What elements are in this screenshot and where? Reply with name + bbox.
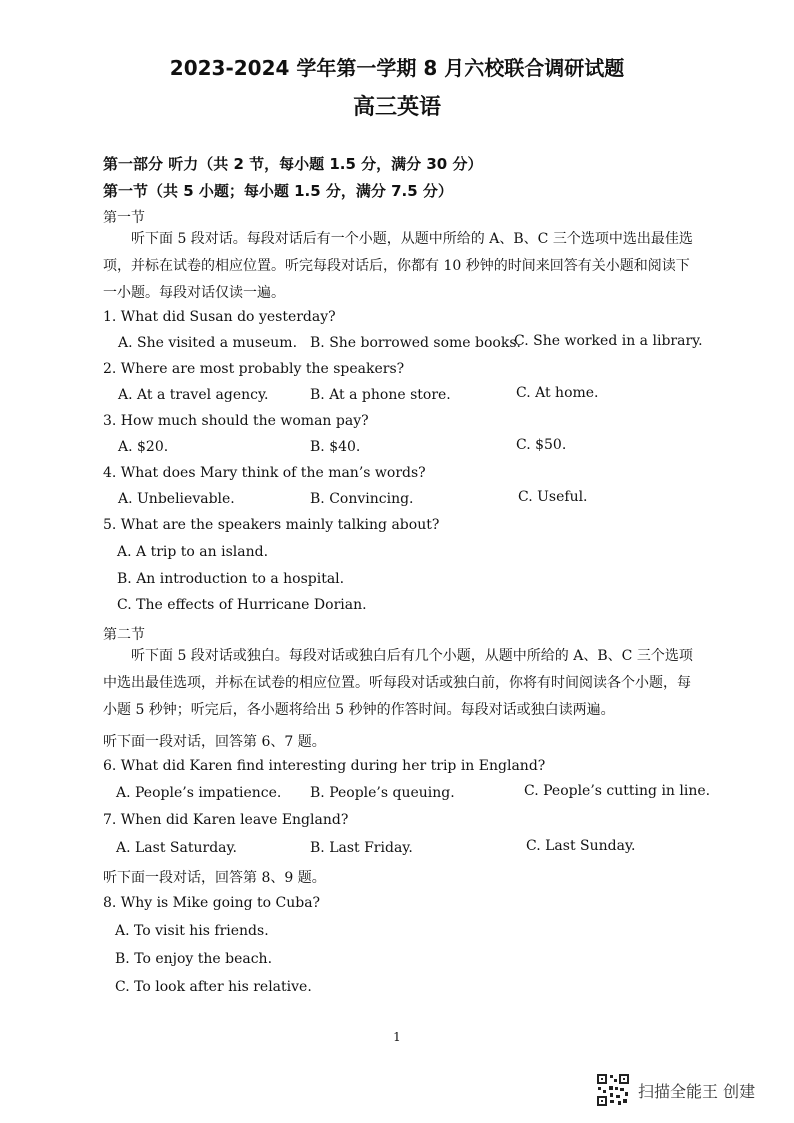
option-4a: A. Unbelievable.	[118, 491, 235, 507]
option-1c: C. She worked in a library.	[514, 333, 703, 349]
option-5a: A. A trip to an island.	[117, 544, 269, 560]
option-2c: C. At home.	[516, 385, 599, 401]
option-1a: A. She visited a museum.	[118, 335, 298, 351]
question-2: 2. Where are most probably the speakers?	[103, 361, 405, 377]
question-3: 3. How much should the woman pay?	[103, 413, 369, 429]
question-4: 4. What does Mary think of the man’s words?	[103, 465, 426, 481]
option-3b: B. $40.	[310, 439, 361, 455]
option-1b: B. She borrowed some books.	[310, 335, 521, 351]
option-7c: C. Last Sunday.	[526, 838, 636, 854]
option-8a: A. To visit his friends.	[115, 923, 269, 939]
option-8c: C. To look after his relative.	[115, 979, 312, 995]
question-5: 5. What are the speakers mainly talking about?	[103, 517, 440, 533]
option-7a: A. Last Saturday.	[116, 840, 237, 856]
page-number: 1	[393, 1030, 401, 1044]
part-heading: 第一部分 听力（共 2 节，每小题 1.5 分，满分 30 分）	[103, 155, 483, 173]
section-heading: 第一节（共 5 小题；每小题 1.5 分，满分 7.5 分）	[103, 182, 453, 200]
option-5b: B. An introduction to a hospital.	[117, 571, 345, 587]
exam-subtitle: 高三英语	[352, 95, 441, 120]
section-label-2: 第二节	[103, 627, 145, 643]
option-2a: A. At a travel agency.	[118, 387, 269, 403]
scanner-text: 扫描全能王 创建	[638, 1081, 756, 1101]
option-6c: C. People’s cutting in line.	[524, 783, 711, 799]
option-4c: C. Useful.	[518, 489, 588, 505]
qr-code-icon	[596, 1073, 630, 1107]
option-3a: A. $20.	[118, 439, 169, 455]
option-7b: B. Last Friday.	[310, 840, 413, 856]
option-6b: B. People’s queuing.	[310, 785, 455, 801]
dialogue-instruction-6-7: 听下面一段对话，回答第 6、7 题。	[103, 734, 326, 750]
option-8b: B. To enjoy the beach.	[115, 951, 273, 967]
option-2b: B. At a phone store.	[310, 387, 451, 403]
option-5c: C. The effects of Hurricane Dorian.	[117, 597, 367, 613]
section-instructions-2: 听下面 5 段对话或独白。每段对话或独白后有几个小题，从题中所给的 A、B、C 三个选项中选出最佳选项，并标在试卷的相应位置。听每段对话或独白前，你将有时间阅读各个小题，每小题 5 秒钟；听完后，各小题将给出 5 秒钟的作答时间。每段对话或独白读两遍。	[103, 648, 693, 718]
option-4b: B. Convincing.	[310, 491, 414, 507]
option-6a: A. People’s impatience.	[116, 785, 282, 801]
section-label-1: 第一节	[103, 210, 145, 226]
question-8: 8. Why is Mike going to Cuba?	[103, 895, 321, 911]
question-6: 6. What did Karen find interesting during her trip in England?	[103, 758, 546, 774]
exam-title: 2023-2024 学年第一学期 8 月六校联合调研试题	[169, 56, 625, 80]
question-7: 7. When did Karen leave England?	[103, 812, 349, 828]
section-instructions-1: 听下面 5 段对话。每段对话后有一个小题，从题中所给的 A、B、C 三个选项中选出最佳选项，并标在试卷的相应位置。听完每段对话后，你都有 10 秒钟的时间来回答有关小题和阅读下一小题。每段对话仅读一遍。	[103, 231, 693, 301]
dialogue-instruction-8-9: 听下面一段对话，回答第 8、9 题。	[103, 870, 326, 886]
question-1: 1. What did Susan do yesterday?	[103, 309, 336, 325]
option-3c: C. $50.	[516, 437, 567, 453]
scanner-watermark	[596, 1073, 755, 1107]
